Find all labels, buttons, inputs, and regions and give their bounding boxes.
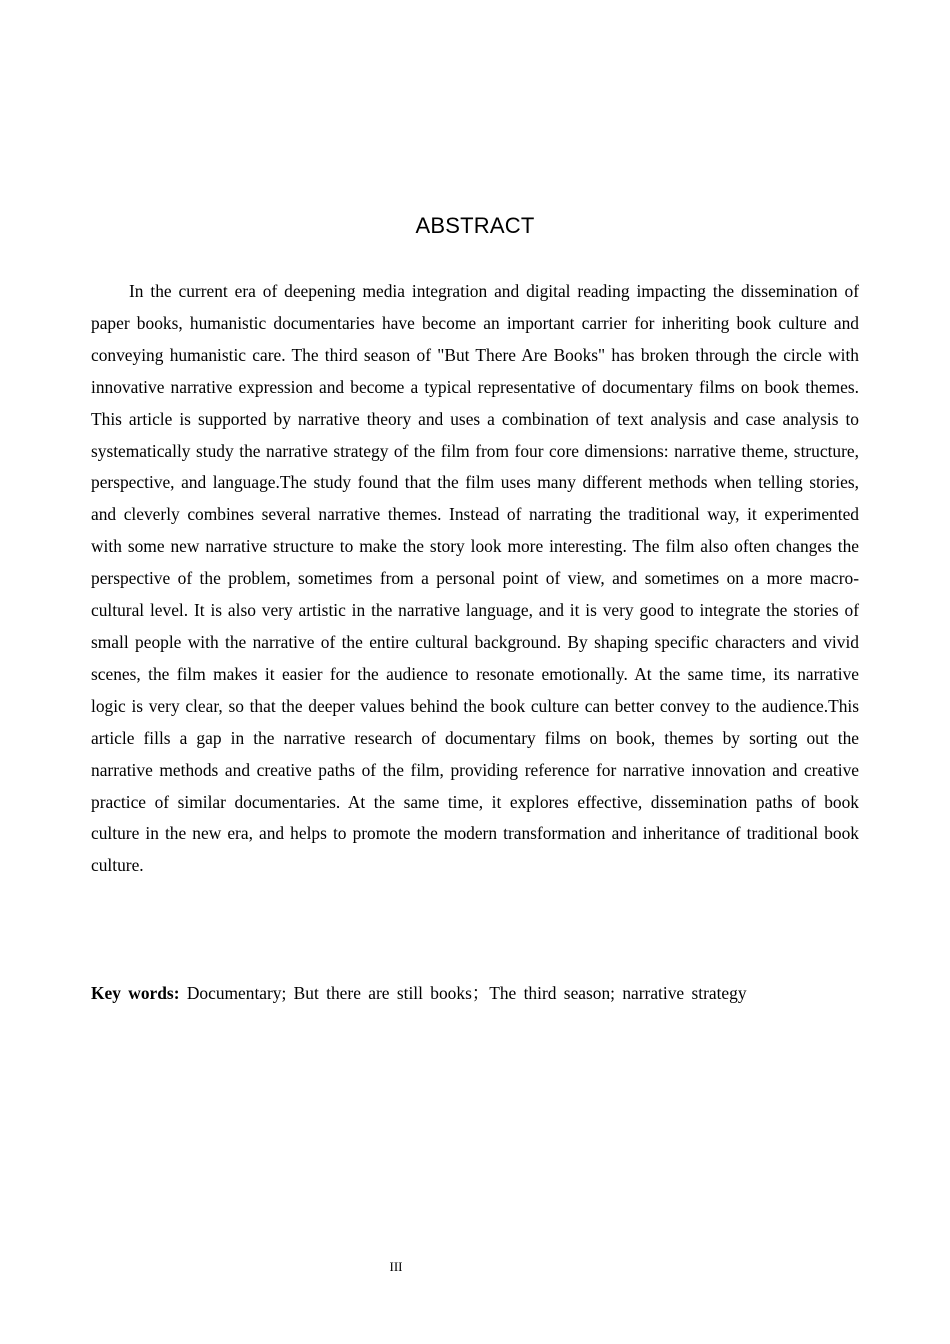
abstract-title: ABSTRACT bbox=[415, 213, 535, 238]
page-number: III bbox=[389, 1259, 403, 1274]
keywords-text: Documentary; But there are still books；The third season; narrative strategy bbox=[186, 983, 747, 1003]
abstract-body: In the current era of deepening media integration and digital reading impacting the dissemination of paper books, humanistic documentaries have become an important carrier for inheriting book culture and conveying humanistic care. The third season of "But There Are Books" has broken through the circle with innovative narrative expression and become a typical representative of documentary films on book themes. This article is supported by narrative theory and uses a combination of text analysis and case analysis to systematically study the narrative strategy of the film from four core dimensions: narrative theme, structure, perspective, and language.The study found that the film uses many different methods when telling stories, and cleverly combines several narrative themes. Instead of narrating the traditional way, it experimented with some new narrative structure to make the story look more interesting. The film also often changes the perspective of the problem, sometimes from a personal point of view, and sometimes on a more macro-cultural level. It is also very artistic in the narrative language, and it is very good to integrate the stories of small people with the narrative of the entire cultural background. By shaping specific characters and vivid scenes, the film makes it easier for the audience to resonate emotionally. At the same time, its narrative logic is very clear, so that the deeper values behind the book culture can better convey to the audience.This article fills a gap in the narrative research of documentary films on book, themes by sorting out the narrative methods and creative paths of the film, providing reference for narrative innovation and creative practice of similar documentaries. At the same time, it explores effective, dissemination paths of book culture in the new era, and helps to promote the modern transformation and inheritance of traditional book culture. bbox=[91, 281, 859, 876]
keywords-label: Key words: bbox=[91, 983, 180, 1003]
keywords-line bbox=[91, 978, 859, 1010]
